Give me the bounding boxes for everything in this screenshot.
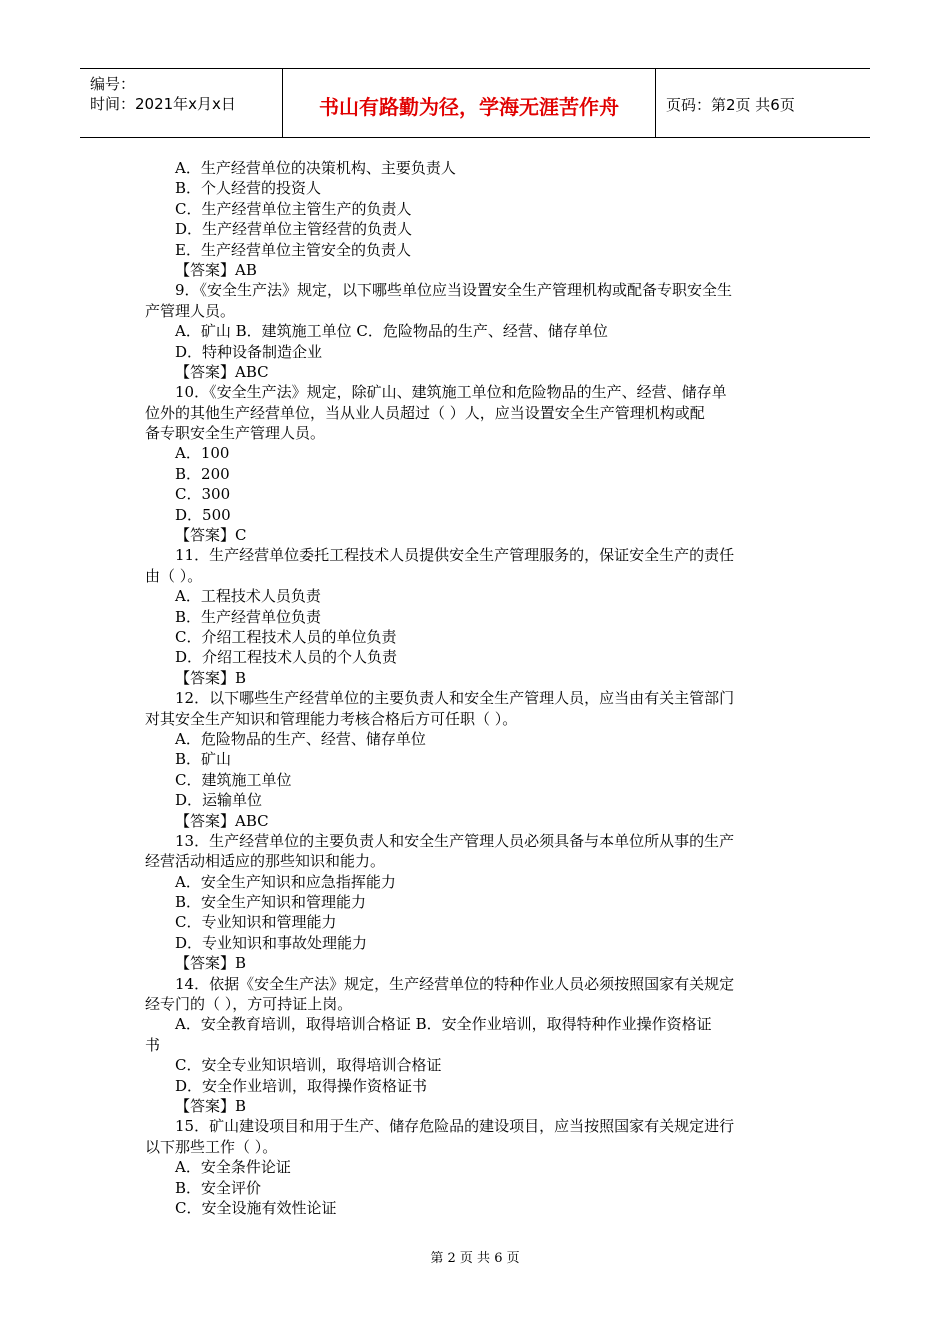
question-line: 由（ ）。 (145, 566, 203, 585)
text-line: A．安全教育培训，取得培训合格证 B．安全作业培训，取得特种作业操作资格证 (175, 1015, 712, 1034)
page-header (80, 68, 870, 138)
time-label: 时间：2021年x月x日 (90, 95, 236, 113)
document-body (145, 158, 805, 1218)
text-line: C．生产经营单位主管生产的负责人 (175, 199, 412, 218)
text-line: D．500 (175, 505, 231, 524)
question-line: 备专职安全生产管理人员。 (145, 424, 326, 443)
question-line: 12．以下哪些生产经营单位的主要负责人和安全生产管理人员，应当由有关主管部门 (175, 689, 735, 708)
text-line: D．生产经营单位主管经营的负责人 (175, 220, 413, 239)
question-line: 10．《安全生产法》规定，除矿山、建筑施工单位和危险物品的生产、经营、储存单 (175, 383, 727, 402)
question-line: 以下那些工作（ ）。 (145, 1137, 278, 1156)
question-line: 经营活动相适应的那些知识和能力。 (145, 852, 386, 871)
question-line: 产管理人员。 (145, 301, 236, 320)
text-line: C．300 (175, 485, 231, 504)
answer-line: 【答案】ABC (175, 811, 269, 830)
motto-text: 书山有路勤为径，学海无涯苦作舟 (319, 95, 619, 119)
text-line: B．200 (175, 464, 230, 483)
text-line: E．生产经营单位主管安全的负责人 (175, 240, 411, 259)
text-line: B．个人经营的投资人 (175, 179, 322, 198)
header-motto-cell (283, 69, 656, 137)
question-line: 位外的其他生产经营单位，当从业人员超过（ ）人，应当设置安全生产管理机构或配 (145, 403, 705, 422)
text-line: B．生产经营单位负责 (175, 607, 322, 626)
text-line: D．专业知识和事故处理能力 (175, 933, 368, 952)
text-line: A．安全生产知识和应急指挥能力 (175, 872, 396, 891)
text-line: A．危险物品的生产、经营、储存单位 (175, 729, 426, 748)
header-info-cell (80, 69, 283, 137)
answer-line: 【答案】B (175, 1096, 247, 1115)
text-line: D．安全作业培训，取得操作资格证书 (175, 1076, 428, 1095)
answer-line: 【答案】AB (175, 260, 257, 279)
text-line: A．100 (175, 444, 230, 463)
question-line: 14．依据《安全生产法》规定，生产经营单位的特种作业人员必须按照国家有关规定 (175, 974, 735, 993)
number-label: 编号： (90, 75, 136, 93)
answer-line: 【答案】ABC (175, 362, 269, 381)
text-line: 书 (145, 1035, 161, 1054)
text-line: D．特种设备制造企业 (175, 342, 323, 361)
answer-line: 【答案】B (175, 954, 247, 973)
text-line: A．工程技术人员负责 (175, 587, 321, 606)
text-line: C．建筑施工单位 (175, 770, 292, 789)
text-line: B．矿山 (175, 750, 232, 769)
question-line: 15．矿山建设项目和用于生产、储存危险品的建设项目，应当按照国家有关规定进行 (175, 1117, 735, 1136)
text-line: D．介绍工程技术人员的个人负责 (175, 648, 398, 667)
question-line: 经专门的（ ），方可持证上岗。 (145, 995, 353, 1014)
text-line: C．介绍工程技术人员的单位负责 (175, 627, 397, 646)
text-line: B．安全评价 (175, 1178, 262, 1197)
page-code: 页码：第2页 共6页 (666, 96, 795, 114)
question-line: 13．生产经营单位的主要负责人和安全生产管理人员必须具备与本单位所从事的生产 (175, 831, 735, 850)
text-line: B．安全生产知识和管理能力 (175, 893, 367, 912)
page-footer: 第 2 页 共 6 页 (430, 1251, 520, 1266)
question-line: 11．生产经营单位委托工程技术人员提供安全生产管理服务的，保证安全生产的责任 (175, 546, 735, 565)
text-line: D．运输单位 (175, 791, 263, 810)
answer-line: 【答案】C (175, 526, 247, 545)
text-line: C．安全专业知识培训，取得培训合格证 (175, 1056, 442, 1075)
question-line: 对其安全生产知识和管理能力考核合格后方可任职（ ）。 (145, 709, 518, 728)
answer-line: 【答案】B (175, 668, 247, 687)
text-line: C．安全设施有效性论证 (175, 1198, 337, 1217)
question-line: 9．《安全生产法》规定，以下哪些单位应当设置安全生产管理机构或配备专职安全生 (175, 281, 733, 300)
text-line: A．矿山 B．建筑施工单位 C．危险物品的生产、经营、储存单位 (175, 322, 608, 341)
text-line: A．生产经营单位的决策机构、主要负责人 (175, 159, 456, 177)
text-line: C．专业知识和管理能力 (175, 913, 337, 932)
header-page-cell (656, 69, 870, 137)
text-line: A．安全条件论证 (175, 1158, 291, 1177)
